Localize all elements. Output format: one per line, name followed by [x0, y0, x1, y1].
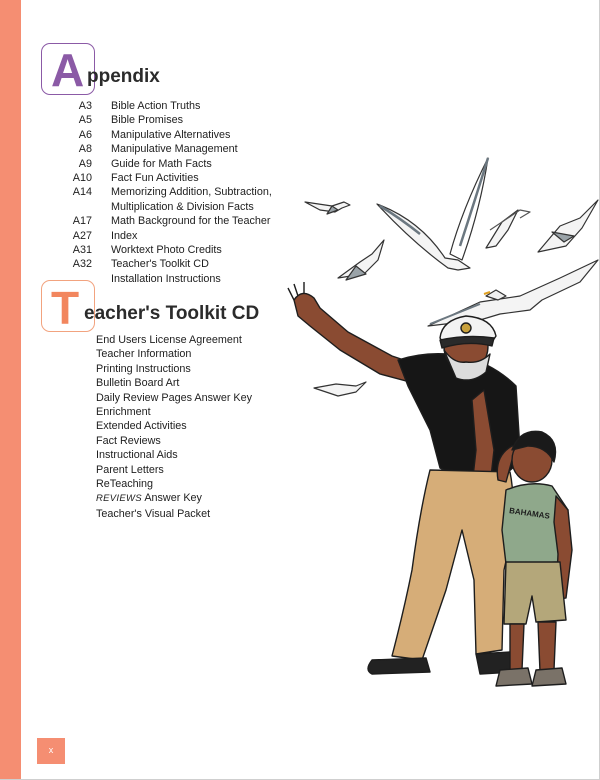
seagulls-illustration: [280, 150, 600, 720]
seagull-icon: [377, 158, 488, 270]
toolkit-initial-letter: T: [51, 282, 80, 334]
toc-page: A5: [78, 114, 92, 127]
toc-title: Manipulative Alternatives: [111, 128, 231, 141]
toc-page: [50, 200, 111, 214]
seagull-icon: [486, 210, 530, 248]
list-item: End Users License Agreement: [96, 334, 242, 346]
toc-row: [50, 185, 272, 199]
toc-title: Worktext Photo Credits: [111, 244, 222, 257]
toc-page: A3: [78, 100, 92, 112]
toc-page: A32: [72, 258, 92, 271]
list-item: ReTeaching: [96, 478, 154, 491]
toc-row: [50, 99, 272, 113]
left-accent-bar: [0, 0, 21, 780]
toc-title: Guide for Math Facts: [111, 157, 212, 170]
toc-row: [50, 243, 272, 257]
appendix-heading: ppendix: [87, 66, 160, 87]
list-item: Enrichment: [96, 406, 151, 419]
toc-title: Memorizing Addition, Subtraction,: [111, 186, 272, 199]
list-item: Printing Instructions: [96, 362, 191, 375]
toc-row: [50, 113, 272, 127]
toc-page: A6: [78, 128, 92, 141]
toc-title: Installation Instructions: [111, 272, 221, 285]
seagull-icon: [338, 240, 384, 280]
toolkit-contents-list: [96, 333, 252, 521]
toc-page: A31: [72, 244, 92, 257]
seagull-icon: [314, 382, 366, 396]
appendix-contents-list: [50, 99, 272, 286]
toolkit-heading: eacher's Toolkit CD: [84, 303, 260, 324]
toc-title: Teacher's Toolkit CD: [111, 258, 209, 271]
list-item: Extended Activities: [96, 420, 187, 433]
toc-title: Multiplication & Division Facts: [111, 200, 254, 213]
seagull-icon: [305, 202, 350, 214]
list-item: Instructional Aids: [96, 449, 178, 462]
appendix-initial-letter: A: [51, 44, 85, 96]
toc-title: Bible Promises: [111, 114, 184, 127]
page-number-tab: [37, 738, 65, 764]
toc-title: Math Background for the Teacher: [111, 215, 271, 228]
toc-page: A17: [72, 215, 92, 228]
seagull-icon: [538, 200, 598, 252]
toc-row: [50, 142, 272, 156]
man-figure: [288, 282, 520, 674]
list-item: Bulletin Board Art: [96, 377, 180, 390]
toc-title: Fact Fun Activities: [111, 172, 199, 185]
toc-page: A9: [78, 157, 92, 170]
list-item: Teacher Information: [96, 348, 192, 361]
reviews-italic-label: REVIEWS: [96, 493, 142, 505]
reviews-label-rest: Answer Key: [141, 492, 202, 505]
toc-row: [50, 157, 272, 171]
toc-row: [50, 128, 272, 142]
list-item: Fact Reviews: [96, 434, 161, 447]
boy-figure: [496, 431, 572, 686]
toc-row: [50, 200, 272, 214]
list-item: Daily Review Pages Answer Key: [96, 391, 253, 404]
boy-shirt-text: BAHAMAS: [508, 506, 551, 521]
toc-row: [50, 171, 272, 185]
toc-page: A27: [72, 229, 92, 242]
toc-page: A10: [72, 172, 92, 185]
toc-title: Manipulative Management: [111, 143, 238, 156]
toc-page: A14: [72, 186, 92, 199]
page-number: x: [48, 745, 54, 755]
list-item: Teacher's Visual Packet: [96, 507, 211, 520]
list-item: Parent Letters: [96, 463, 164, 476]
toc-page: A8: [78, 143, 92, 156]
toc-title: Index: [111, 229, 138, 242]
list-item-reviews: [96, 491, 252, 506]
toc-row: [50, 229, 272, 243]
toc-row: [50, 257, 272, 271]
toc-title: Bible Action Truths: [111, 100, 201, 112]
seagull-icon: [428, 260, 598, 326]
toc-row: [50, 214, 272, 228]
